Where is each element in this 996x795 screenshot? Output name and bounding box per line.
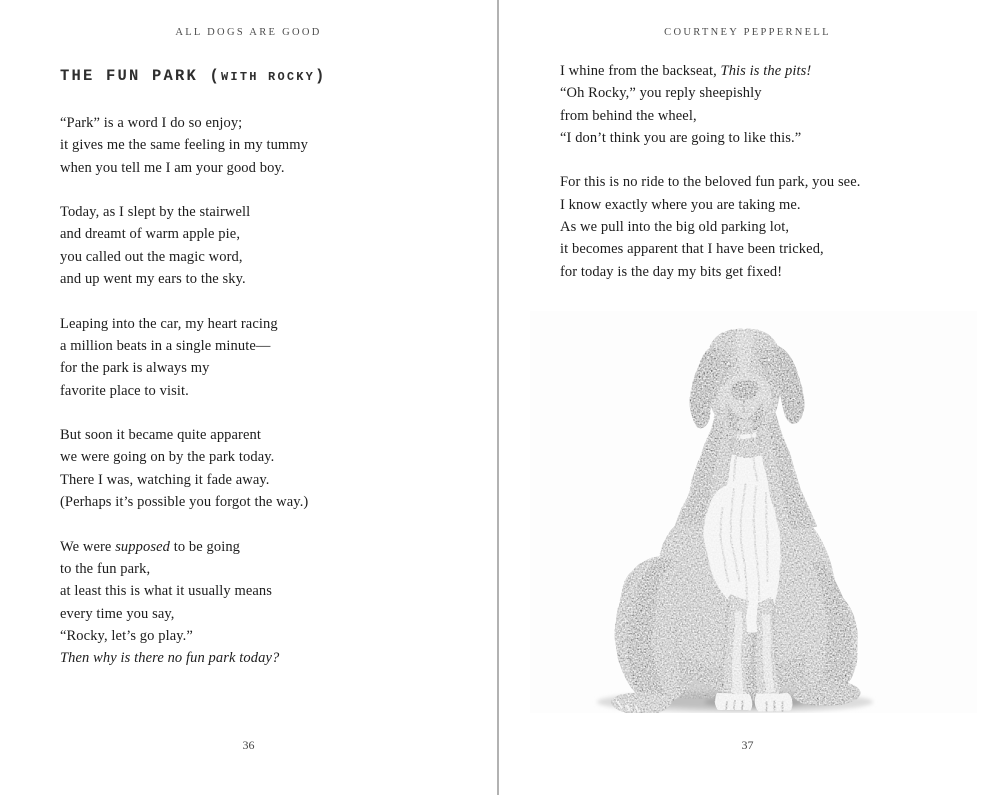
stanza [60, 112, 470, 179]
page-left [0, 0, 497, 795]
page-number-left: 36 [242, 738, 255, 752]
poem-line [60, 313, 470, 335]
poem-line [60, 268, 470, 290]
poem-line [60, 201, 470, 223]
stanza [60, 424, 470, 513]
poem-text: we were going on by the park today. [60, 449, 275, 466]
poem-text: Today, as I slept by the stairwell [60, 204, 251, 221]
poem-line [560, 82, 980, 104]
poem-text: for the park is always my [60, 360, 210, 377]
poem-text: As we pull into the big old parking lot, [560, 219, 790, 236]
poem-line [60, 357, 470, 379]
poem-line [60, 380, 470, 402]
stanza [560, 60, 980, 149]
poem-text: But soon it became quite apparent [60, 427, 262, 444]
poem-text: “Oh Rocky,” you reply sheepishly [560, 85, 762, 102]
poem-text: (Perhaps it’s possible you forgot the way.) [60, 494, 309, 511]
poem-text: “Rocky, let’s go play.” [60, 627, 193, 644]
poem-line [60, 223, 470, 245]
poem-text-italic: supposed [115, 538, 170, 555]
poem-line [60, 625, 470, 647]
poem-text: you called out the magic word, [60, 248, 243, 265]
poem-text: at least this is what it usually means [60, 583, 273, 600]
poem-line [60, 580, 470, 602]
poem-line [560, 194, 980, 216]
poem-text: for today is the day my bits get fixed! [560, 263, 783, 280]
poem-line [60, 246, 470, 268]
poem-left-column [60, 112, 470, 692]
dog-figure [612, 328, 861, 713]
poem-line [60, 491, 470, 513]
poem-line [60, 112, 470, 134]
poem-line [60, 134, 470, 156]
poem-text: Leaping into the car, my heart racing [60, 315, 278, 332]
poem-line [560, 105, 980, 127]
poem-right-column [560, 60, 980, 305]
stanza [60, 201, 470, 290]
dog-illustration [530, 311, 977, 713]
poem-text: a million beats in a single minute— [60, 337, 271, 354]
poem-title-subtitle: WITH ROCKY [221, 70, 316, 84]
poem-title-main: THE FUN PARK ( [60, 67, 222, 85]
poem-title-close-paren: ) [315, 67, 327, 85]
poem-text: to the fun park, [60, 560, 151, 577]
stanza [60, 536, 470, 670]
poem-text: and up went my ears to the sky. [60, 271, 246, 288]
poem-line [60, 536, 470, 558]
poem-text: “I don’t think you are going to like this.” [560, 129, 802, 146]
poem-text: and dreamt of warm apple pie, [60, 226, 241, 243]
poem-text: it gives me the same feeling in my tummy [60, 137, 309, 154]
page-right [499, 0, 996, 795]
poem-line [560, 127, 980, 149]
stanza [60, 313, 470, 402]
poem-line [60, 647, 470, 669]
poem-line [60, 424, 470, 446]
poem-text: favorite place to visit. [60, 382, 189, 399]
poem-text: to be going [169, 538, 241, 555]
page-number-right: 37 [741, 738, 754, 752]
poem-text: We were [60, 538, 116, 555]
poem-text: every time you say, [60, 605, 175, 622]
poem-line [60, 335, 470, 357]
poem-text: “Park” is a word I do so enjoy; [60, 115, 243, 131]
poem-text: when you tell me I am your good boy. [60, 159, 285, 176]
poem-text: I know exactly where you are taking me. [560, 196, 801, 213]
poem-line [560, 171, 980, 193]
running-head-book-title: ALL DOGS ARE GOOD [175, 27, 322, 38]
poem-text-italic: This is the pits! [720, 63, 812, 79]
poem-line [60, 157, 470, 179]
poem-text: from behind the wheel, [560, 107, 697, 124]
poem-line [560, 261, 980, 283]
poem-line [60, 603, 470, 625]
running-head-author-name: COURTNEY PEPPERNELL [664, 27, 831, 38]
poem-text-italic: Then why is there no fun park today? [60, 650, 280, 667]
poem-line [60, 558, 470, 580]
poem-text: For this is no ride to the beloved fun park, you see. [560, 174, 861, 191]
poem-line [560, 238, 980, 260]
poem-line [560, 60, 980, 82]
poem-text: it becomes apparent that I have been tricked, [560, 241, 824, 258]
poem-line [560, 216, 980, 238]
poem-line [60, 446, 470, 468]
poem-text: I whine from the backseat, [560, 63, 721, 79]
poem-line [60, 469, 470, 491]
stanza [560, 171, 980, 282]
poem-title [60, 67, 327, 85]
dog-sketch-svg [530, 311, 977, 713]
poem-text: There I was, watching it fade away. [60, 471, 270, 488]
